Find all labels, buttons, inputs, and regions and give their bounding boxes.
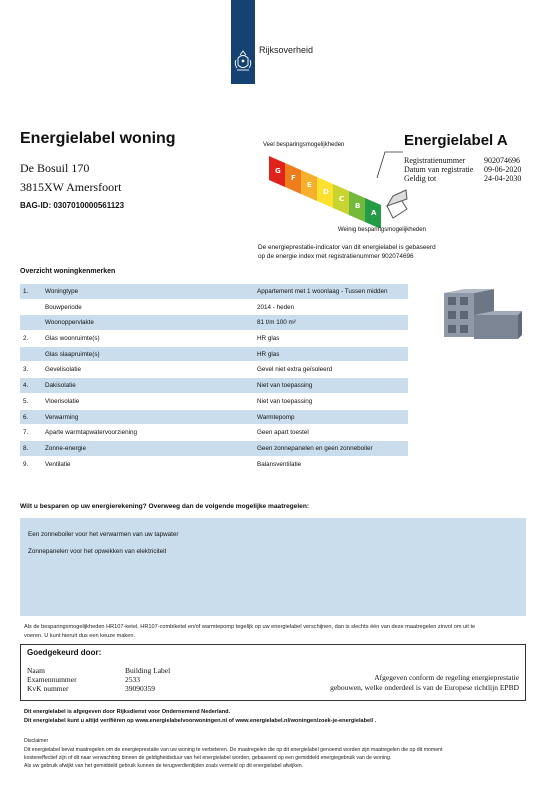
approved-key: KvK nummer <box>27 684 69 693</box>
row-label: Glas slaapruimte(s) <box>45 350 100 358</box>
approved-value: 39090359 <box>125 684 155 693</box>
ei-text: De energieprestatie-indicator van dit energielabel is gebaseerd <box>258 244 436 251</box>
row-label: Vloerisolatie <box>45 397 80 405</box>
table-row <box>20 425 408 441</box>
scale-top-text: Veel besparingsmogelijkheden <box>263 142 345 148</box>
scale-letter: D <box>323 188 329 196</box>
bag-id: BAG-ID: 0307010000561123 <box>20 201 125 210</box>
choice-note: Als de besparingsmogelijkheden HR107-ketel, HR107-combiketel en/of warmtepomp tegelijk op uw energielabel verschijnen, dan is slechts één van deze maatregelen zinvol om uit te <box>24 624 476 630</box>
meta-key: Datum van registratie <box>404 165 474 174</box>
disclaimer-line: kosteneffectief zijn of dit naar verwachting binnen de geldigheidsduur van het energielabel worden, gebaseerd op een gemiddeld energiegebruik van de woning. <box>24 755 392 761</box>
row-number: 5. <box>23 397 29 405</box>
measure-item: Zonnepanelen voor het opwekken van elektriciteit <box>28 548 167 555</box>
scale-letter: E <box>307 181 312 189</box>
row-value: 81 t/m 100 m² <box>257 319 296 327</box>
scale-letter: G <box>275 167 281 175</box>
row-value: Appartement met 1 woonlaag - Tussen midden <box>257 288 388 295</box>
row-label: Woonoppervlakte <box>45 319 94 327</box>
house-icon <box>387 190 407 218</box>
building-illustration <box>438 285 526 343</box>
row-number: 7. <box>23 429 29 437</box>
approved-key: Naam <box>27 666 45 675</box>
table-row <box>20 315 408 331</box>
ei-text: op de energie index met registratienummer 902074696 <box>258 253 414 260</box>
table-row <box>20 410 408 426</box>
table-row <box>20 300 408 316</box>
row-value: Geen apart toestel <box>257 429 309 437</box>
logo-bar <box>231 0 255 84</box>
table-row <box>20 457 408 473</box>
row-value: HR glas <box>257 350 280 358</box>
issued-note: Dit energielabel is afgegeven door Rijksdienst voor Ondernemend Nederland. <box>24 709 231 715</box>
table-row <box>20 331 408 347</box>
row-label: Zonne-energie <box>45 444 86 452</box>
row-label: Verwarming <box>45 413 79 421</box>
document-title: Energielabel woning <box>20 130 176 147</box>
crest-icon <box>231 0 255 84</box>
characteristics-table <box>20 284 408 472</box>
overview-heading: Overzicht woningkenmerken <box>20 268 116 275</box>
scale-letter: C <box>339 195 345 203</box>
scale-bottom-text: Weinig besparingsmogelijkheden <box>338 227 426 233</box>
verify-note: Dit energielabel kunt u altijd verifiëren op www.energielabelvoorwoningen.nl of www.energielabel.nl/woningen/zoek-je-energielabel/ . <box>24 718 377 724</box>
table-row <box>20 347 408 363</box>
label-title: Energielabel A <box>404 132 508 149</box>
row-label: Ventilatie <box>45 460 71 468</box>
row-number: 2. <box>23 335 29 343</box>
row-value: Niet van toepassing <box>257 382 313 390</box>
row-value: 2014 - heden <box>257 303 295 311</box>
table-row <box>20 284 408 300</box>
approved-key: Examennummer <box>27 675 77 684</box>
disclaimer-line: Dit energielabel bevat maatregelen om de energieprestatie van uw woning te verbeteren. De maatregelen die op dit energielabel genoemd worden zijn maatregelen die op dit moment <box>24 747 443 753</box>
approved-statement: Afgegeven conform de regeling energieprestatie <box>374 673 519 682</box>
approved-heading: Goedgekeurd door: <box>27 648 102 657</box>
scale-letter: A <box>371 209 377 217</box>
scale-letter: B <box>355 202 361 210</box>
measure-item: Een zonneboiler voor het verwarmen van uw tapwater <box>28 531 179 538</box>
row-number: 9. <box>23 460 29 468</box>
row-number: 1. <box>23 288 29 295</box>
row-value: Geen zonnepanelen en geen zonneboiler <box>257 444 373 452</box>
row-label: Woningtype <box>45 288 79 295</box>
table-row <box>20 394 408 410</box>
row-label: Glas woonruimte(s) <box>45 335 100 343</box>
choice-note: voeren. U kunt hieruit dus een keuze maken. <box>24 633 136 639</box>
address-street: De Bosuil 170 <box>20 161 90 175</box>
address-postcode-city: 3815XW Amersfoort <box>20 180 122 194</box>
row-label: Bouwperiode <box>45 303 82 311</box>
row-number: 3. <box>23 366 29 374</box>
row-label: Gevelisolatie <box>45 366 82 374</box>
meta-key: Registratienummer <box>404 156 466 165</box>
scale-letter: F <box>291 174 296 182</box>
meta-value: 902074696 <box>484 156 520 165</box>
disclaimer-line: Als uw gebruik afwijkt van het gemiddeld gebruik kunnen de terugverdientijden zoals vermeld op dit energielabel afwijken. <box>24 763 304 769</box>
row-label: Aparte warmtapwatervoorziening <box>45 429 138 437</box>
row-number: 6. <box>23 413 29 421</box>
measures-heading: Wilt u besparen op uw energierekening? Overweeg dan de volgende mogelijke maatregelen: <box>20 503 310 510</box>
approved-value: Building Label <box>125 666 171 675</box>
energy-scale-graphic <box>265 148 415 228</box>
table-row <box>20 378 408 394</box>
row-label: Dakisolatie <box>45 382 76 390</box>
meta-key: Geldig tot <box>404 174 437 183</box>
meta-value: 24-04-2030 <box>484 174 522 183</box>
row-value: Niet van toepassing <box>257 397 313 405</box>
row-number: 8. <box>23 444 29 452</box>
row-value: Warmtepomp <box>257 413 295 421</box>
org-name: Rijksoverheid <box>259 45 314 55</box>
table-row <box>20 362 408 378</box>
table-row <box>20 441 408 457</box>
meta-value: 09-06-2020 <box>484 165 522 174</box>
row-value: Balansventilatie <box>257 460 302 468</box>
row-value: HR glas <box>257 335 280 343</box>
approved-value: 2533 <box>125 675 140 684</box>
row-number: 4. <box>23 382 29 390</box>
approved-statement: gebouwen, welke onderdeel is van de Europese richtlijn EPBD <box>330 683 519 692</box>
disclaimer-title: Disclaimer <box>24 738 49 744</box>
row-value: Gevel niet extra geïsoleerd <box>257 366 333 374</box>
